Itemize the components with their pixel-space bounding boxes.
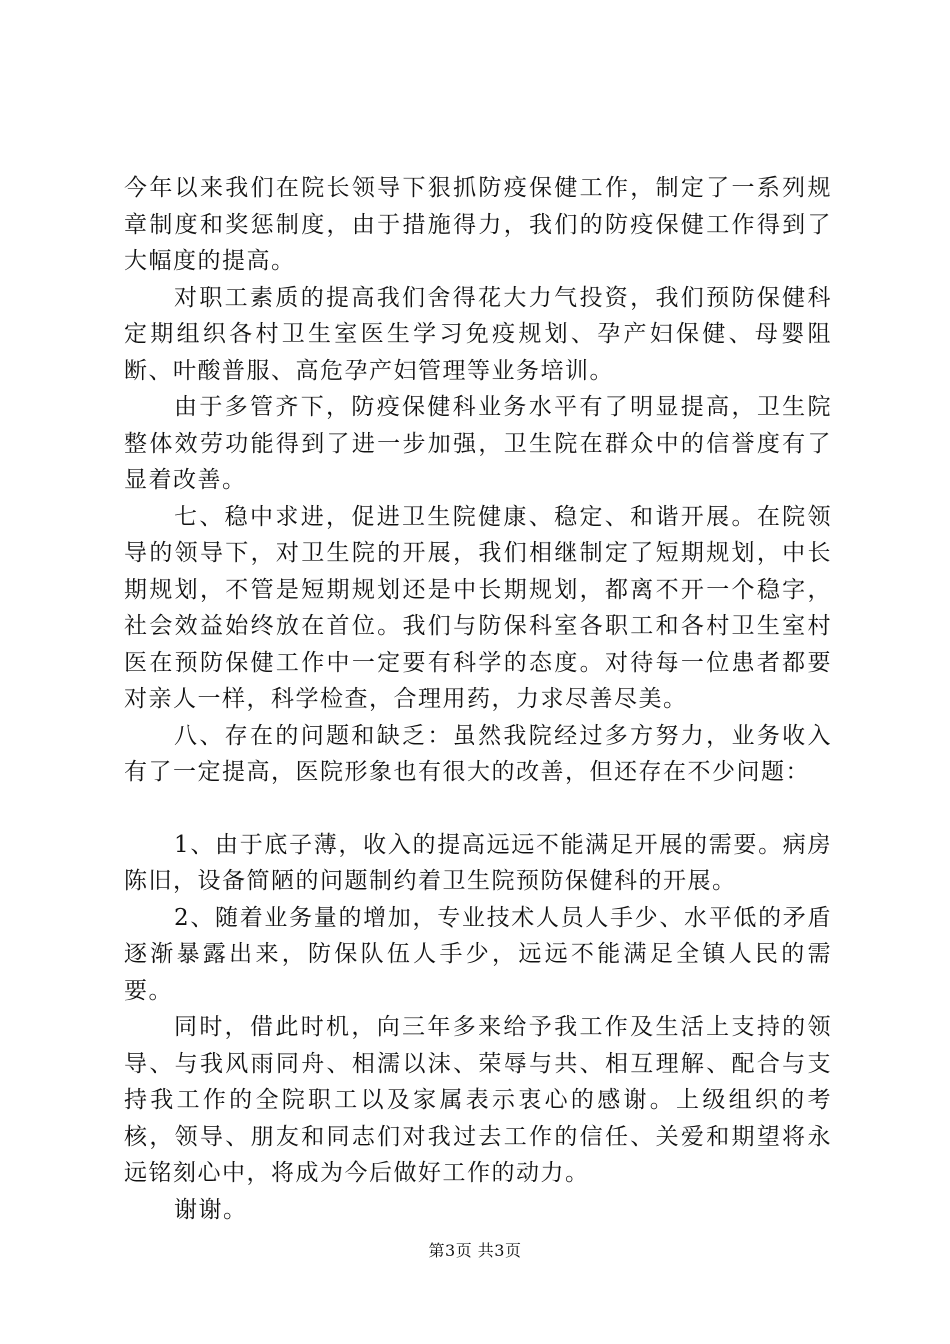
paragraph-staff-training: 对职工素质的提高我们舍得花大力气投资，我们预防保健科定期组织各村卫生室医生学习免疫规划、孕产妇保健、母婴阻断、叶酸普服、高危孕产妇管理等业务培训。 <box>124 284 832 384</box>
paragraph-closing: 谢谢。 <box>174 1196 248 1223</box>
page-number-footer: 第3页 共3页 <box>428 1241 522 1260</box>
paragraph-spacer <box>124 791 832 827</box>
paragraph-improvement: 由于多管齐下，防疫保健科业务水平有了明显提高，卫生院整体效劳功能得到了进一步加强，卫生院在群众中的信誉度有了显着改善。 <box>124 394 832 493</box>
paragraph-section-eight: 八、存在的问题和缺乏：虽然我院经过多方努力，业务收入有了一定提高，医院形象也有很大的改善，但还存在不少问题： <box>124 722 832 785</box>
paragraph-intro: 今年以来我们在院长领导下狠抓防疫保健工作，制定了一系列规章制度和奖惩制度，由于措施得力，我们的防疫保健工作得到了大幅度的提高。 <box>124 175 832 274</box>
document-body <box>124 170 832 1228</box>
paragraph-section-seven: 七、稳中求进，促进卫生院健康、稳定、和谐开展。在院领导的领导下，对卫生院的开展，我们相继制定了短期规划，中长期规划，不管是短期规划还是中长期规划，都离不开一个稳字，社会效益始终放在首位。我们与防保科室各职工和各村卫生室村医在预防保健工作中一定要有科学的态度。对待每一位患者都要对亲人一样，科学检查，合理用药，力求尽善尽美。 <box>124 503 832 712</box>
paragraph-thanks: 同时，借此时机，向三年多来给予我工作及生活上支持的领导、与我风雨同舟、相濡以沫、荣辱与共、相互理解、配合与支持我工作的全院职工以及家属表示衷心的感谢。上级组织的考核，领导、朋友和同志们对我过去工作的信任、关爱和期望将永远铭刻心中，将成为今后做好工作的动力。 <box>124 1014 832 1186</box>
paragraph-problem-one: 1、由于底子薄，收入的提高远远不能满足开展的需要。病房陈旧，设备简陋的问题制约着卫生院预防保健科的开展。 <box>124 831 832 894</box>
paragraph-problem-two: 2、随着业务量的增加，专业技术人员人手少、水平低的矛盾逐渐暴露出来，防保队伍人手少，远远不能满足全镇人民的需要。 <box>124 904 832 1004</box>
